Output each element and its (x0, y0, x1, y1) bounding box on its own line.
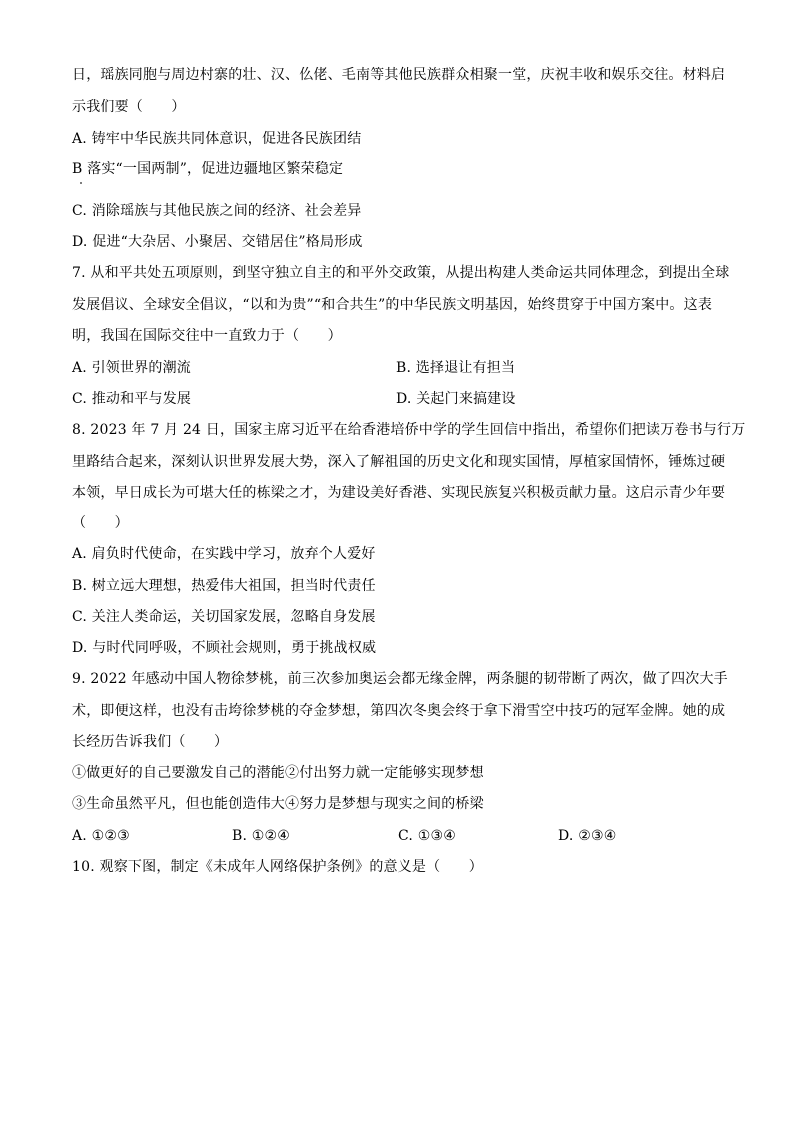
q10-stem-line1: 10. 观察下图，制定《未成年人网络保护条例》的意义是（ ） (72, 859, 483, 875)
q6-stem-line1: 日，瑶族同胞与周边村寨的壮、汉、仫佬、毛南等其他民族群众相聚一堂，庆祝丰收和娱乐交往。材料启 (72, 67, 726, 83)
q8-stem-line3: 本领，早日成长为可堪大任的栋梁之才，为建设美好香港、实现民族复兴积极贡献力量。这启示青少年要 (72, 485, 726, 501)
q8-option-b: B. 树立远大理想，热爱伟大祖国，担当时代责任 (72, 578, 376, 594)
q9-statements-line2: ③生命虽然平凡，但也能创造伟大④努力是梦想与现实之间的桥梁 (72, 796, 484, 812)
q9-stem-line1: 9. 2022 年感动中国人物徐梦桃，前三次参加奥运会都无缘金牌，两条腿的韧带断了两次，做了四次大手 (72, 671, 728, 687)
q8-option-d: D. 与时代同呼吸，不顾社会规则，勇于挑战权威 (72, 640, 377, 656)
q6-option-d: D. 促进“大杂居、小聚居、交错居住”格局形成 (72, 234, 363, 250)
q8-stem-line2: 里路结合起来，深刻认识世界发展大势，深入了解祖国的历史文化和现实国情，厚植家国情怀，锤炼过硬 (72, 454, 726, 470)
q9-stem-line2: 术，即便这样，也没有击垮徐梦桃的夺金梦想，第四次冬奥会终于拿下滑雪空中技巧的冠军金牌。她的成 (72, 703, 726, 719)
stray-mark (80, 182, 82, 184)
q6-option-a: A. 铸牢中华民族共同体意识，促进各民族团结 (72, 131, 362, 147)
q7-option-c: C. 推动和平与发展 (72, 391, 192, 407)
q9-stem-line3: 长经历告诉我们（ ） (72, 734, 229, 750)
q9-option-c: C. ①③④ (398, 828, 456, 844)
q9-option-d: D. ②③④ (558, 828, 617, 844)
q6-option-c: C. 消除瑶族与其他民族之间的经济、社会差异 (72, 203, 362, 219)
q7-option-b: B. 选择退让有担当 (396, 360, 516, 376)
q6-stem-line2: 示我们要（ ） (72, 99, 186, 115)
q6-option-b: B 落实“一国两制”，促进边疆地区繁荣稳定 (72, 161, 344, 177)
q9-option-b: B. ①②④ (232, 828, 291, 844)
q9-statements-line1: ①做更好的自己要激发自己的潜能②付出努力就一定能够实现梦想 (72, 765, 484, 781)
q7-option-d: D. 关起门来搞建设 (396, 391, 516, 407)
q9-option-a: A. ①②③ (72, 828, 130, 844)
q8-option-c: C. 关注人类命运，关切国家发展，忽略自身发展 (72, 609, 376, 625)
q8-stem-line4: （ ） (72, 515, 129, 531)
q8-option-a: A. 肩负时代使命，在实践中学习，放弃个人爱好 (72, 546, 376, 562)
q8-stem-line1: 8. 2023 年 7 月 24 日，国家主席习近平在给香港培侨中学的学生回信中指出，希望你们把读万卷书与行万 (72, 422, 746, 438)
q7-stem-line1: 7. 从和平共处五项原则，到坚守独立自主的和平外交政策，从提出构建人类命运共同体理念，到提出全球 (72, 265, 730, 281)
q7-option-a: A. 引领世界的潮流 (72, 360, 192, 376)
q7-stem-line2: 发展倡议、全球安全倡议，“以和为贵”“和合共生”的中华民族文明基因，始终贯穿于中国方案中。这表 (72, 297, 713, 313)
q7-stem-line3: 明，我国在国际交往中一直致力于（ ） (72, 328, 342, 344)
